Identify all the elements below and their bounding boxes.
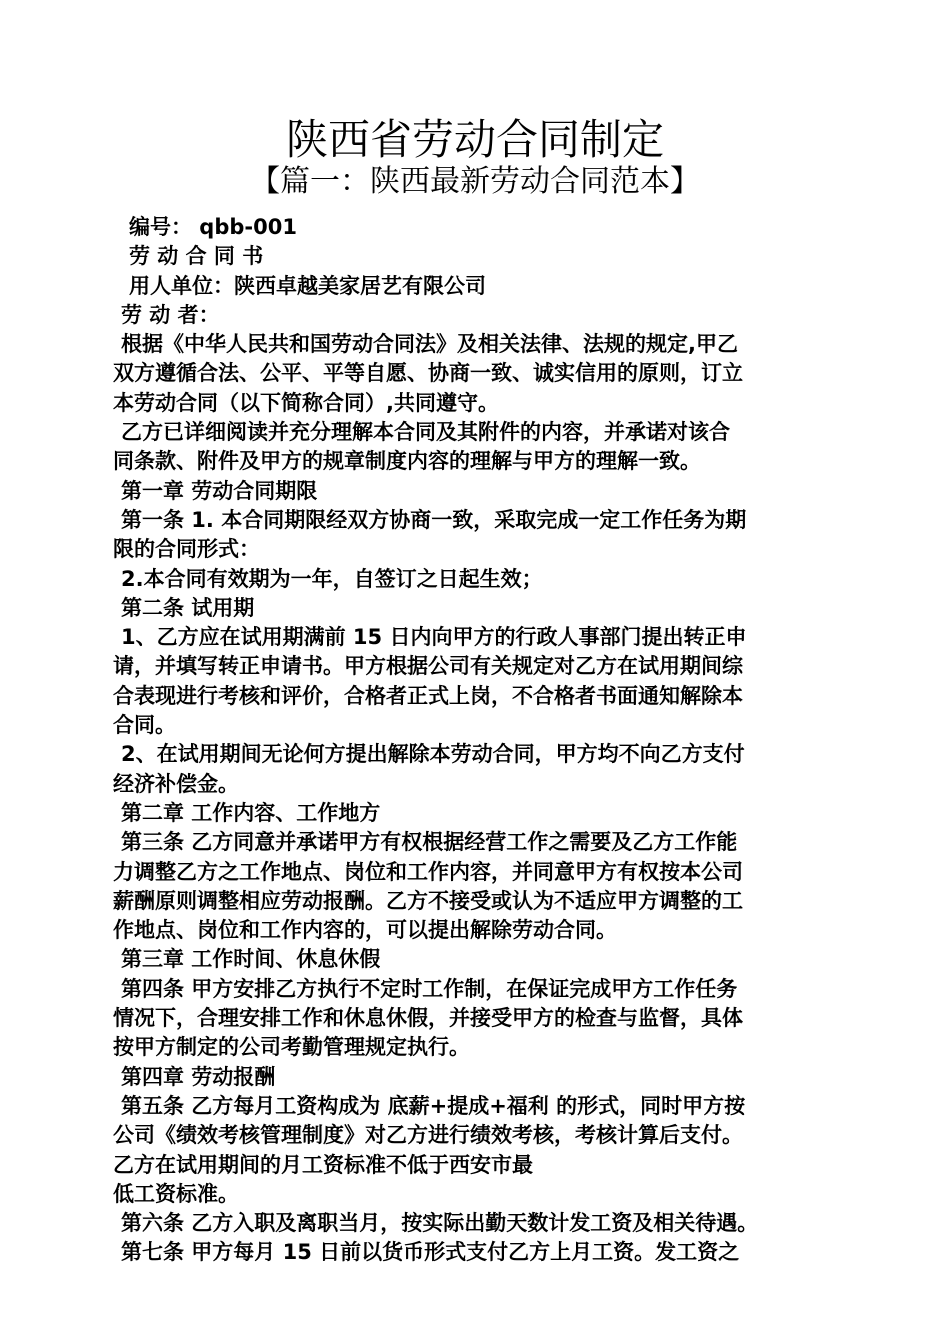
- article-line: 第六条 乙方入职及离职当月，按实际出勤天数计发工资及相关待遇。: [121, 1211, 759, 1236]
- text-line: 2.本合同有效期为一年，自签订之日起生效；: [121, 566, 543, 591]
- text-line: 薪酬原则调整相应劳动报酬。乙方不接受或认为不适应甲方调整的工: [113, 888, 743, 913]
- text-line: 根据《中华人民共和国劳动合同法》及相关法律、法规的规定,甲乙: [121, 332, 738, 357]
- text-line: 双方遵循合法、公平、平等自愿、协商一致、诚实信用的原则，订立: [113, 361, 743, 386]
- chapter-heading: 第三章 工作时间、休息休假: [121, 947, 381, 972]
- text-line: 作地点、岗位和工作内容的，可以提出解除劳动合同。: [113, 918, 617, 943]
- text-line: 合表现进行考核和评价，合格者正式上岗，不合格者书面通知解除本: [113, 683, 743, 708]
- contract-number: 编号： qbb-001: [129, 215, 297, 239]
- text-line: 乙方已详细阅读并充分理解本合同及其附件的内容，并承诺对该合: [121, 420, 730, 445]
- text-line: 合同。: [113, 713, 176, 738]
- contract-heading: 劳 动 合 同 书: [129, 244, 264, 269]
- chapter-heading: 第二章 工作内容、工作地方: [121, 800, 381, 825]
- employee-line: 劳 动 者：: [121, 302, 220, 327]
- chapter-heading: 第一章 劳动合同期限: [121, 478, 318, 503]
- employer-line: 用人单位：陕西卓越美家居艺有限公司: [129, 273, 486, 298]
- text-line: 经济补偿金。: [113, 771, 239, 796]
- document-title: 陕西省劳动合同制定: [285, 115, 664, 164]
- text-line: 乙方在试用期间的月工资标准不低于西安市最: [113, 1152, 533, 1177]
- article-line: 第三条 乙方同意并承诺甲方有权根据经营工作之需要及乙方工作能: [121, 830, 738, 855]
- text-line: 同条款、附件及甲方的规章制度内容的理解与甲方的理解一致。: [113, 449, 701, 474]
- text-line: 低工资标准。: [113, 1181, 239, 1206]
- text-line: 公司《绩效考核管理制度》对乙方进行绩效考核，考核计算后支付。: [113, 1123, 743, 1148]
- text-line: 限的合同形式：: [113, 537, 260, 562]
- text-line: 本劳动合同（以下简称合同）,共同遵守。: [113, 390, 499, 415]
- article-line: 第四条 甲方安排乙方执行不定时工作制，在保证完成甲方工作任务: [121, 976, 738, 1001]
- contract-body: [113, 213, 843, 1268]
- chapter-heading: 第四章 劳动报酬: [121, 1064, 276, 1089]
- text-line: 力调整乙方之工作地点、岗位和工作内容，并同意甲方有权按本公司: [113, 859, 743, 884]
- article-line: 第二条 试用期: [121, 595, 255, 620]
- document-subtitle: 【篇一：陕西最新劳动合同范本】: [250, 164, 700, 199]
- text-line: 请，并填写转正申请书。甲方根据公司有关规定对乙方在试用期间综: [113, 654, 743, 679]
- text-line: 2、在试用期间无论何方提出解除本劳动合同，甲方均不向乙方支付: [121, 742, 745, 767]
- article-line: 第五条 乙方每月工资构成为 底薪+提成+福利 的形式，同时甲方按: [121, 1093, 746, 1118]
- text-line: 1、乙方应在试用期满前 15 日内向甲方的行政人事部门提出转正申: [121, 625, 747, 650]
- text-line: 按甲方制定的公司考勤管理规定执行。: [113, 1035, 470, 1060]
- article-line: 第七条 甲方每月 15 日前以货币形式支付乙方上月工资。发工资之: [121, 1240, 740, 1265]
- text-line: 情况下，合理安排工作和休息休假，并接受甲方的检查与监督，具体: [113, 1006, 743, 1031]
- article-line: 第一条 1. 本合同期限经双方协商一致，采取完成一定工作任务为期: [121, 507, 747, 532]
